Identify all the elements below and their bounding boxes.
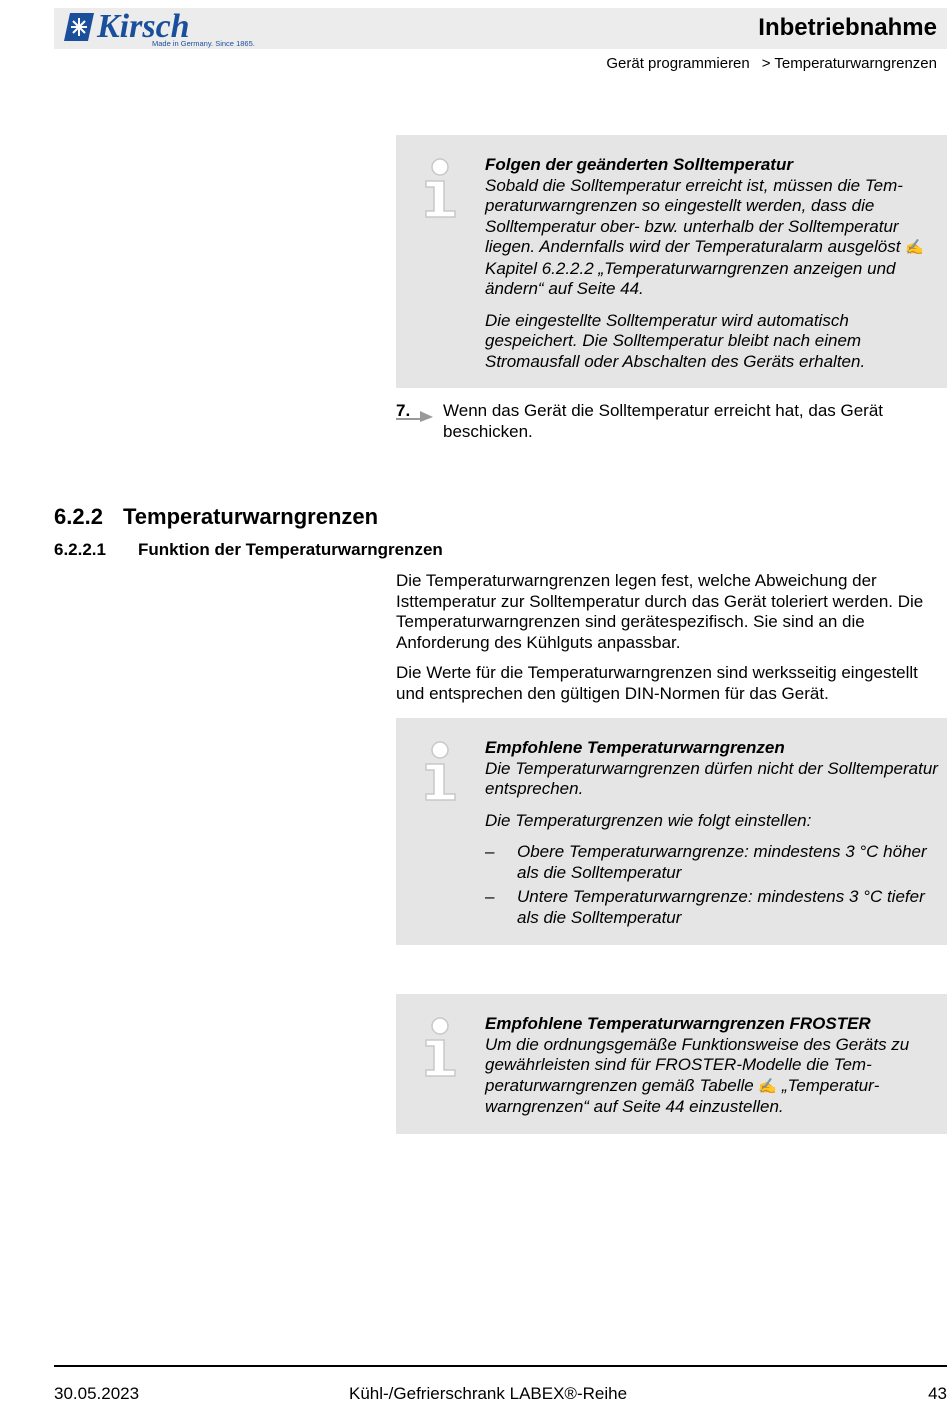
reference-hand-icon: ✍ <box>758 1077 778 1095</box>
note-paragraph: Die Temperaturgrenzen wie folgt einstellen: <box>485 810 812 830</box>
logo-tagline: Made in Germany. Since 1865. <box>152 39 255 48</box>
breadcrumb <box>606 55 937 72</box>
kirsch-logo <box>64 9 254 49</box>
list-item: – Obere Temperaturwarngrenze: mindestens 3 °C höher als die Solltemperatur <box>485 842 927 882</box>
note-body <box>485 738 939 932</box>
step-number: 7. <box>396 401 411 420</box>
breadcrumb-item-1: Gerät programmieren <box>606 55 750 72</box>
note-title: Empfohlene Temperaturwarngrenzen <box>485 738 785 757</box>
breadcrumb-item-2: > Temperaturwarngrenzen <box>761 55 937 72</box>
note-paragraph: Um die ordnungsgemäße Funktionsweise des Geräts zu gewährleisten sind für FROSTER-Modelle die Temperaturwarngrenzen gemäß Tabelle ✍ „Temperaturwarngrenzen“ auf Seite 44 einzustellen. <box>485 1034 910 1116</box>
footer-divider <box>54 1365 947 1367</box>
footer-product: Kühl-/Gefrierschrank LABEX®-Reihe <box>349 1384 628 1403</box>
info-note-warngrenzen <box>396 718 947 945</box>
list-item: – Untere Temperaturwarngrenze: mindestens 3 °C tiefer als die Solltemperatur <box>485 887 925 927</box>
body-paragraph: Die Werte für die Temperaturwarngrenzen sind werksseitig eingestellt und entsprechen den gültigen DIN-Normen für das Gerät. <box>396 663 918 703</box>
arrow-step-icon <box>396 408 434 422</box>
subsection-heading: 6.2.2.1 Funktion der Temperaturwarngrenzen <box>54 540 443 559</box>
step-text: Wenn das Gerät die Solltemperatur erreicht hat, das Gerät beschicken. <box>443 401 884 441</box>
page-header <box>54 8 947 49</box>
footer-date: 30.05.2023 <box>54 1384 140 1403</box>
body-text <box>396 571 944 714</box>
note-list <box>485 842 939 928</box>
section-heading: 6.2.2 Temperaturwarngrenzen <box>54 504 379 529</box>
info-note-solltemperatur <box>396 135 947 388</box>
note-title: Empfohlene Temperaturwarngrenzen FROSTER <box>485 1014 871 1033</box>
svg-text:Kirsch: Kirsch <box>97 9 190 45</box>
note-body <box>485 1014 939 1129</box>
note-paragraph: Sobald die Solltemperatur erreicht ist, müssen die Temperaturwarngrenzen so eingestellt werden, dass die Solltemperatur ober- bzw. unterhalb der Solltemperatur liegen. Andernfalls wird der Temperaturalarm ausgelöst ✍ Kapitel 6.2.2.2 „Temperaturwarngrenzen anzeigen und ändern“ auf Seite 44. <box>485 175 924 298</box>
info-icon <box>422 740 458 802</box>
chapter-title: Inbetriebnahme <box>758 14 937 41</box>
body-paragraph: Die Temperaturwarngrenzen legen fest, welche Abweichung der Isttemperatur zur Solltemperatur durch das Gerät toleriert werden. Die Temperaturwarngrenzen sind gerätespezifisch. Sie sind an die Anforderung des Kühlguts anpassbar. <box>396 571 924 652</box>
info-icon <box>422 1016 458 1078</box>
info-note-froster <box>396 994 947 1134</box>
note-title: Folgen der geänderten Solltemperatur <box>485 155 793 174</box>
note-paragraph: Die Temperaturwarngrenzen dürfen nicht der Solltemperatur entsprechen. <box>485 758 938 798</box>
page-number: 43 <box>928 1384 947 1403</box>
note-body <box>485 155 939 383</box>
reference-hand-icon: ✍ <box>905 239 924 256</box>
note-paragraph: Die eingestellte Solltemperatur wird automatisch gespeichert. Die Solltemperatur bleibt nach einem Stromausfall oder Abschalten des Geräts erhalten. <box>485 310 866 371</box>
info-icon <box>422 157 458 219</box>
